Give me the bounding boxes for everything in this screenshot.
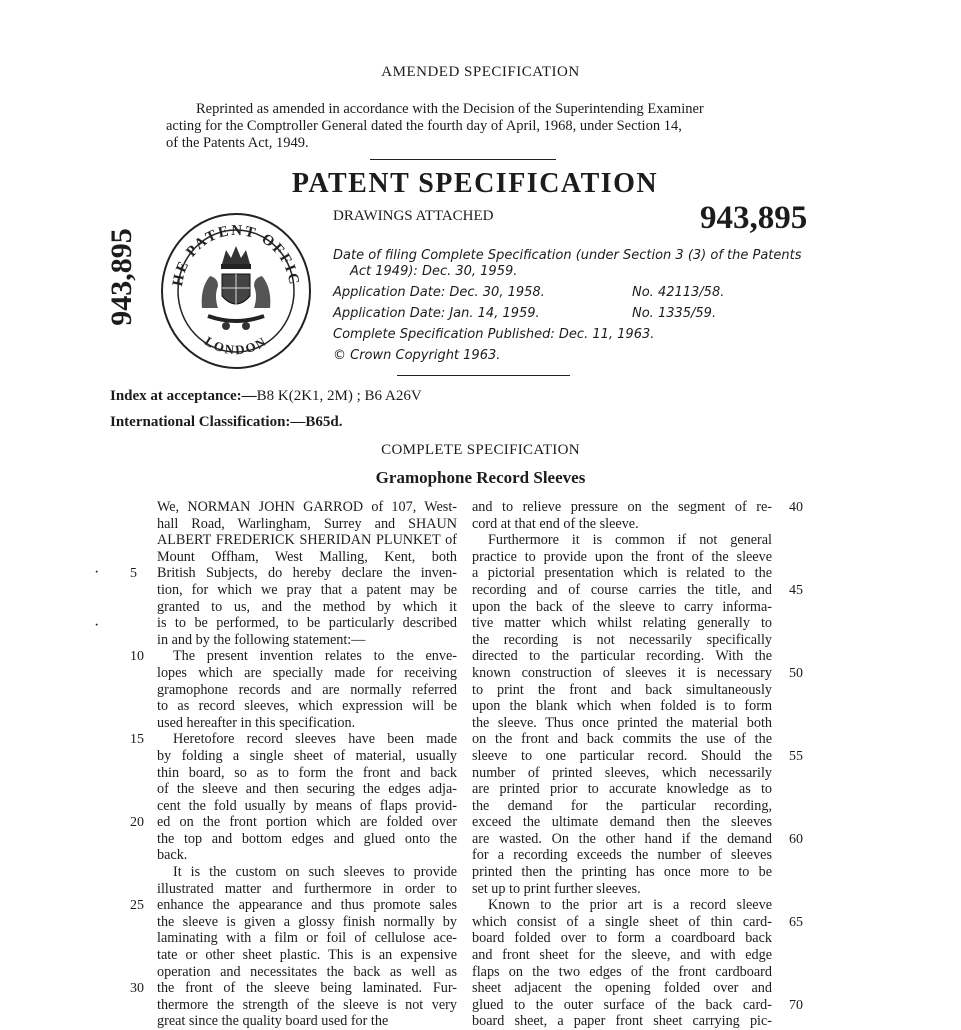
reprint-line-2: acting for the Comptroller General dated the fourth day of April, 1968, under Section 14, <box>166 118 682 134</box>
right-column-line: the demand for the particular recording, <box>472 797 772 814</box>
margin-mark: · <box>94 564 100 581</box>
left-column-line: tate or other sheet plastic. This is an expensive <box>157 947 457 964</box>
right-column-line: are printed prior to accurate knowledge as to <box>472 781 772 798</box>
seal-emblem-icon <box>160 212 312 370</box>
left-column-line: in and by the following statement:— <box>157 631 366 648</box>
line-number-55: 55 <box>789 749 803 764</box>
seal-bottom-text: LONDON <box>202 333 270 358</box>
left-column-line: tion, for which we pray that a patent may be <box>157 581 457 598</box>
left-column-line: hall Road, Warlingham, Surrey and SHAUN <box>157 515 457 532</box>
left-column-line: laminating with a film or foil of cellulose ace- <box>157 930 457 947</box>
left-column-line: of the sleeve and then securing the edges adja- <box>157 781 457 798</box>
right-text-column <box>472 499 772 1030</box>
patent-office-seal <box>160 212 312 370</box>
right-column-line: printed then the printing has once more to be <box>472 864 772 881</box>
line-number-70: 70 <box>789 998 803 1013</box>
right-column-line: known construction of sleeves it is necessary <box>472 664 772 681</box>
left-column-line: granted to us, and the method by which it <box>157 598 457 615</box>
left-column-line: by folding a single sheet of material, usually <box>157 747 457 764</box>
right-column-line: set up to print further sleeves. <box>472 880 641 897</box>
line-number-45: 45 <box>789 583 803 598</box>
right-column-line: exceed the ultimate demand then the sleeves <box>472 814 772 831</box>
left-column-line: used hereafter in this specification. <box>157 714 356 731</box>
left-column-line: The present invention relates to the enve- <box>173 648 457 665</box>
application-number-2: No. 1335/59. <box>632 306 717 321</box>
left-column-line: cent the fold usually by means of flaps provid- <box>157 797 457 814</box>
right-column-line: cord at that end of the sleeve. <box>472 515 639 532</box>
intl-class-value: B65d. <box>305 414 343 430</box>
index-at-acceptance <box>110 388 422 405</box>
right-column-line: Furthermore it is common if not general <box>488 532 772 549</box>
right-column-line: and to relieve pressure on the segment of re- <box>472 499 772 515</box>
filing-date-line-2: Act 1949): Dec. 30, 1959. <box>350 264 518 279</box>
left-column-line: ALBERT FREDERICK SHERIDAN PLUNKET of <box>157 532 457 549</box>
seal-top-text: HE PATENT OFFIC <box>169 222 303 288</box>
line-number-30: 30 <box>130 981 144 996</box>
patent-number: 943,895 <box>700 200 808 236</box>
international-classification <box>110 414 343 431</box>
left-column-line: operation and necessitates the back as well as <box>157 963 457 980</box>
left-column-line: ed on the front portion which are folded over <box>157 814 457 831</box>
right-column-line: flaps on the two edges of the front cardboard <box>472 963 772 980</box>
page-title: PATENT SPECIFICATION <box>291 168 659 199</box>
right-column-line: sheet adjacent the opening folded over and <box>472 980 772 997</box>
right-column-line: the sleeve. Thus once printed the material both <box>472 714 772 731</box>
drawings-attached: DRAWINGS ATTACHED <box>333 208 494 224</box>
right-column-line: tive matter which whilst relating generally to <box>472 615 772 632</box>
right-column-line: upon the blank which when folded is to form <box>472 698 772 715</box>
right-column-line: for a recording exceeds the number of sleeves <box>472 847 772 864</box>
amended-heading: AMENDED SPECIFICATION <box>381 64 580 80</box>
right-column-line: sleeve to one particular record. Should the <box>472 747 772 764</box>
right-column-line: recording and of course carries the title, and <box>472 581 772 598</box>
left-column-line: thin board, so as to form the front and back <box>157 764 457 781</box>
right-column-line: and front sheet for the sleeve, and with edge <box>472 947 772 964</box>
left-column-line: the sleeve is given a glossy finish normally by <box>157 913 457 930</box>
right-column-line: board sheet, a paper front sheet carrying pic- <box>472 1013 772 1030</box>
left-column-line: is to be performed, to be particularly described <box>157 615 457 632</box>
line-number-20: 20 <box>130 815 144 830</box>
left-column-line: British Subjects, do hereby declare the inven- <box>157 565 457 582</box>
line-number-15: 15 <box>130 732 144 747</box>
reprint-line-3: of the Patents Act, 1949. <box>166 135 309 151</box>
published-date: Complete Specification Published: Dec. 11, 1963. <box>333 327 655 342</box>
line-number-40: 40 <box>789 500 803 515</box>
line-number-50: 50 <box>789 666 803 681</box>
right-column-line: to print the front and back simultaneously <box>472 681 772 698</box>
right-column-line: are wasted. On the other hand if the demand <box>472 830 772 847</box>
left-column-line: We, NORMAN JOHN GARROD of 107, West- <box>157 499 457 515</box>
index-value: B8 K(2K1, 2M) ; B6 A26V <box>256 388 422 404</box>
svg-text:LONDON <box>202 333 270 357</box>
line-number-25: 25 <box>130 898 144 913</box>
complete-specification-heading: COMPLETE SPECIFICATION <box>381 442 580 458</box>
left-column-line: gramophone records and are normally referred <box>157 681 457 698</box>
left-column-line: Mount Offham, West Malling, Kent, both <box>157 548 457 565</box>
side-patent-number <box>102 205 142 345</box>
left-column-line: great since the quality board used for the <box>157 1013 389 1030</box>
line-number-10: 10 <box>130 649 144 664</box>
application-date-2: Application Date: Jan. 14, 1959. <box>333 306 540 321</box>
index-label: Index at acceptance:— <box>110 388 257 404</box>
right-column-line: number of printed sleeves, which necessarily <box>472 764 772 781</box>
crown-copyright: © Crown Copyright 1963. <box>333 348 501 363</box>
filing-date-line-1: Date of filing Complete Specification (under Section 3 (3) of the Patents <box>333 248 802 263</box>
left-column-line: thermore the strength of the sleeve is not very <box>157 996 457 1013</box>
application-date-1: Application Date: Dec. 30, 1958. <box>333 285 545 300</box>
right-column-line: glued to the outer surface of the back card- <box>472 996 772 1013</box>
right-column-line: upon the back of the sleeve to carry informa- <box>472 598 772 615</box>
left-column-line: the top and bottom edges and glued onto the <box>157 830 457 847</box>
left-column-line: illustrated matter and furthermore in order to <box>157 880 457 897</box>
left-text-column <box>157 499 457 1030</box>
left-column-line: back. <box>157 847 188 864</box>
left-column-line: lopes which are specially made for receiving <box>157 664 457 681</box>
left-column-line: enhance the appearance and thus promote sales <box>157 897 457 914</box>
right-column-line: directed to the particular recording. With the <box>472 648 772 665</box>
reprint-line-1: Reprinted as amended in accordance with the Decision of the Superintending Examiner <box>196 101 704 117</box>
right-column-line: on the front and back commits the use of the <box>472 731 772 748</box>
left-column-line: to as record sleeves, which expression will be <box>157 698 457 715</box>
right-column-line: a pictorial presentation which is related to the <box>472 565 772 582</box>
left-column-line: Heretofore record sleeves have been made <box>173 731 457 748</box>
right-column-line: the recording is not necessarily specifically <box>472 631 772 648</box>
line-number-60: 60 <box>789 832 803 847</box>
left-column-line: the front of the sleeve being laminated. Fur- <box>157 980 457 997</box>
right-column-line: board folded over to form a coardboard back <box>472 930 772 947</box>
application-number-1: No. 42113/58. <box>632 285 725 300</box>
divider-top <box>370 159 556 160</box>
margin-mark: · <box>94 617 100 634</box>
right-column-line: which consist of a single sheet of thin card- <box>472 913 772 930</box>
left-column-line: It is the custom on such sleeves to provide <box>173 864 457 881</box>
line-number-5: 5 <box>130 566 137 581</box>
intl-class-label: International Classification:— <box>110 414 306 430</box>
reprint-notice <box>166 101 806 152</box>
line-number-65: 65 <box>789 915 803 930</box>
right-column-line: practice to provide upon the front of the sleeve <box>472 548 772 565</box>
side-patent-number-text: 943,895 <box>105 228 138 326</box>
invention-title: Gramophone Record Sleeves <box>375 468 586 487</box>
right-column-line: Known to the prior art is a record sleeve <box>488 897 772 914</box>
divider-middle <box>397 375 570 376</box>
